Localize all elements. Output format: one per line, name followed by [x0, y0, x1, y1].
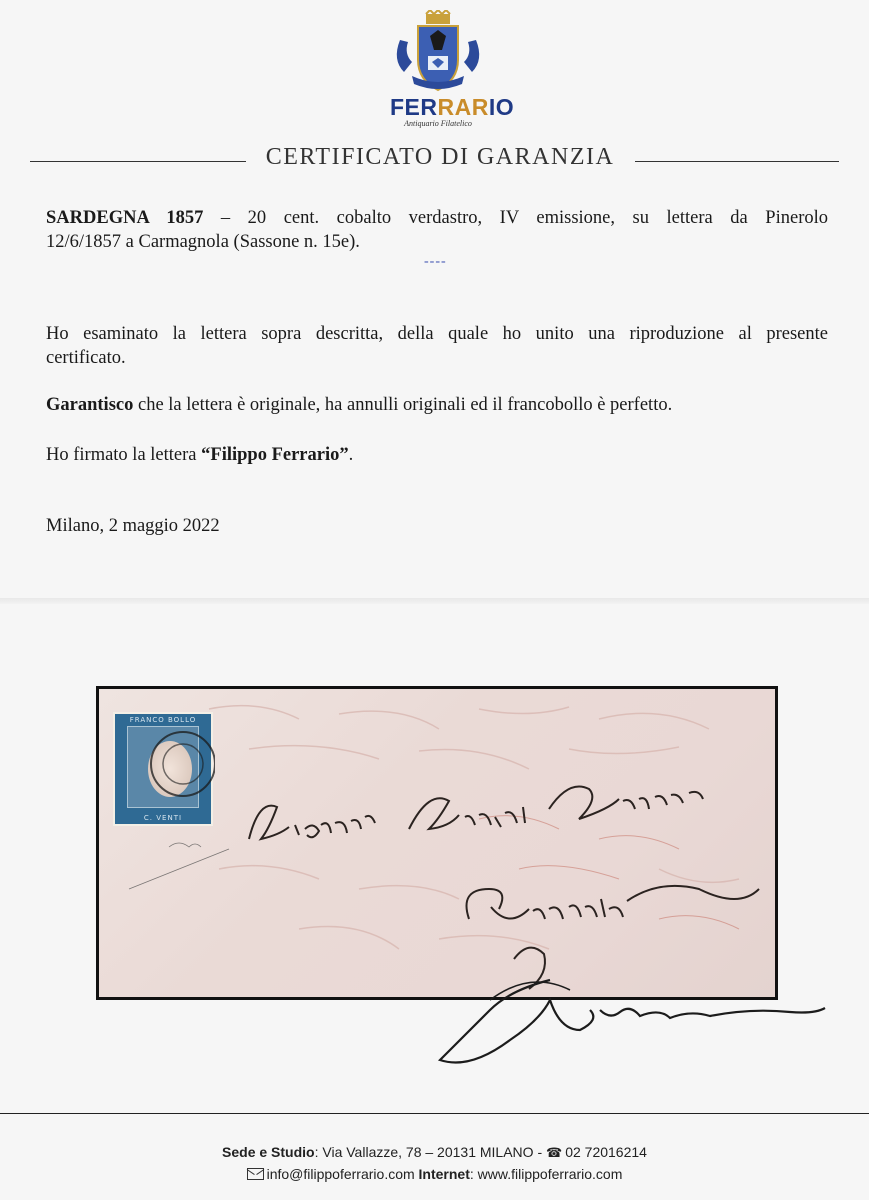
brand-name-part2: RAR — [437, 94, 489, 120]
footer-internet-label: Internet — [418, 1166, 470, 1182]
lot-title: SARDEGNA 1857 — [46, 208, 204, 228]
brand-name — [390, 94, 515, 121]
lot-description-line1 — [46, 206, 828, 230]
handwritten-signature — [430, 960, 830, 1080]
place-and-date: Milano, 2 maggio 2022 — [46, 516, 220, 536]
brand-name-part1: FER — [390, 94, 438, 120]
examination-line1: Ho esaminato la lettera sopra descritta, della quale ho unito una riproduzione al presente — [46, 324, 828, 344]
title-row — [30, 144, 839, 172]
certificate-title: CERTIFICATO DI GARANZIA — [265, 144, 615, 170]
footer-divider — [0, 1113, 869, 1114]
footer-email[interactable]: info@filippoferrario.com — [266, 1166, 415, 1182]
signature-statement-start: Ho firmato la lettera — [46, 445, 202, 465]
footer-phone: 02 72016214 — [565, 1144, 647, 1160]
ferrario-logo — [390, 10, 515, 128]
lot-description-line2: 12/6/1857 a Carmagnola (Sassone n. 15e). — [46, 232, 360, 252]
postage-stamp — [113, 712, 213, 826]
footer-sede-label: Sede e Studio — [222, 1144, 315, 1160]
brand-name-part3: IO — [488, 94, 515, 120]
paper-fold — [0, 598, 869, 604]
footer-contacts — [0, 1166, 869, 1182]
footer-address — [0, 1144, 869, 1161]
stamp-top-text: FRANCO BOLLO — [129, 716, 197, 724]
title-divider-right — [635, 161, 839, 162]
footer-address-text: : Via Vallazze, 78 – 20131 MILANO - — [314, 1144, 546, 1160]
lot-description — [46, 206, 828, 254]
signature-statement — [46, 443, 828, 467]
footer-website[interactable]: : www.filippoferrario.com — [469, 1166, 623, 1182]
examination-line2: certificato. — [46, 348, 126, 368]
signature-statement-end: . — [348, 445, 354, 465]
brand-tagline: Antiquario Filatelico — [404, 119, 472, 128]
separator: ---- — [424, 254, 447, 269]
coat-of-arms-icon — [390, 10, 486, 96]
email-icon — [247, 1168, 264, 1180]
guarantee-text: che la lettera è originale, ha annulli originali ed il francobollo è perfetto. — [133, 395, 673, 415]
postmark-icon — [115, 714, 215, 828]
guarantee-keyword: Garantisco — [46, 395, 134, 415]
stamp-value-text: C. VENTI — [143, 814, 183, 822]
title-divider-left — [30, 161, 246, 162]
phone-icon: ☎ — [546, 1145, 563, 1160]
guarantee-statement — [46, 393, 828, 417]
examination-statement — [46, 322, 828, 370]
lot-details: – 20 cent. cobalto verdastro, IV emissione, su lettera da Pinerolo — [203, 208, 828, 228]
signature-name: “Filippo Ferrario” — [201, 445, 349, 465]
